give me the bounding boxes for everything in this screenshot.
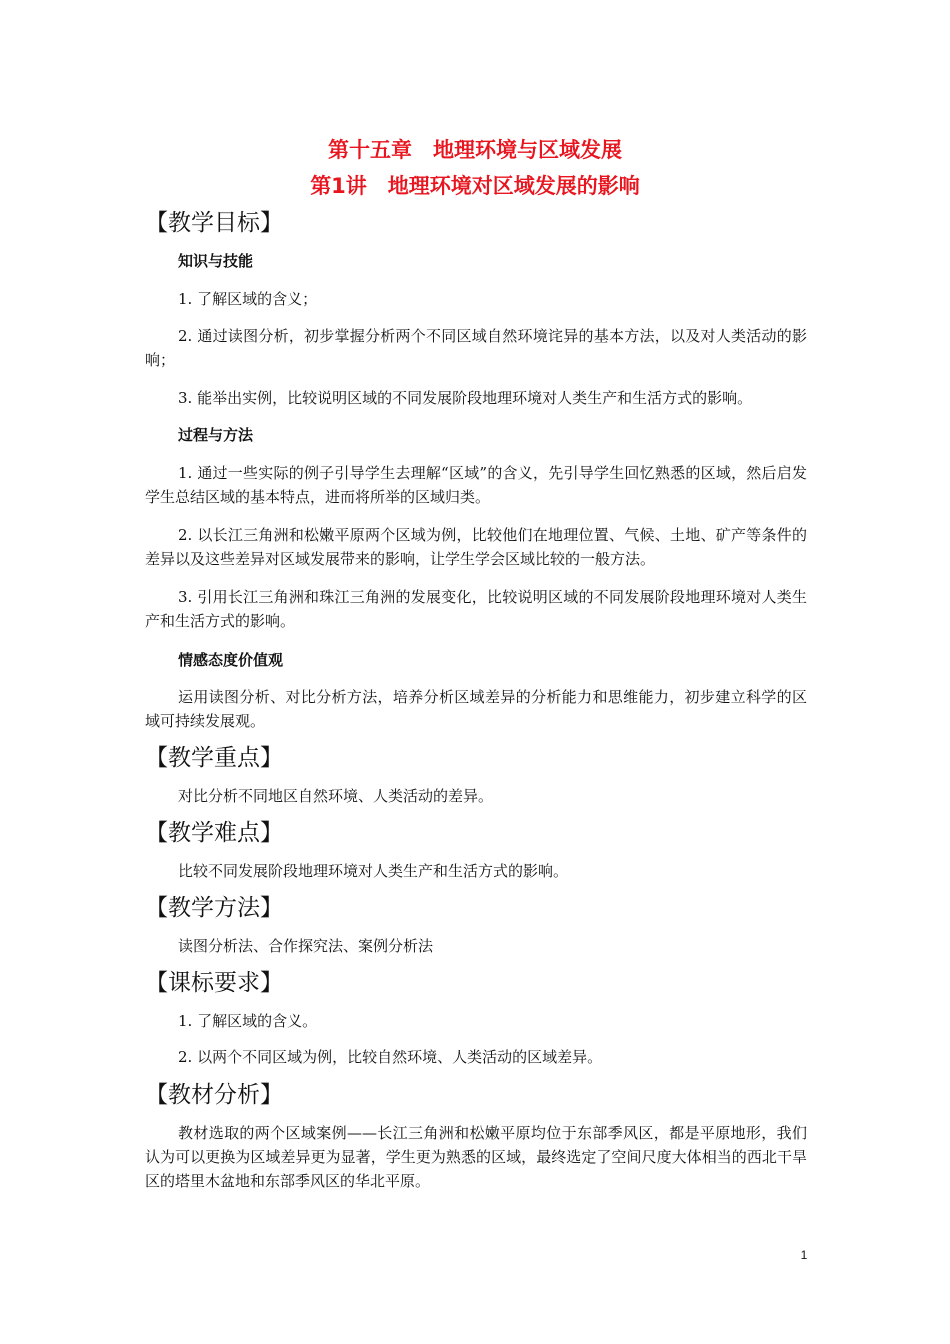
standards-item-2: 2. 以两个不同区域为例，比较自然环境、人类活动的区域差异。 xyxy=(178,1048,603,1066)
knowledge-item-1: 1. 了解区域的含义； xyxy=(178,290,318,308)
page-number: 1 xyxy=(800,1248,808,1262)
difficulties-text: 比较不同发展阶段地理环境对人类生产和生活方式的影响。 xyxy=(178,862,569,880)
subheading-attitude-values: 情感态度价值观 xyxy=(178,651,284,669)
attitude-item-1: 运用读图分析、对比分析方法，培养分析区域差异的分析能力和思维能力，初步建立科学的区域可持续发展观。 xyxy=(145,688,807,730)
section-heading-objectives: 【教学目标】 xyxy=(145,210,283,236)
lesson-title: 第1讲 地理环境对区域发展的影响 xyxy=(310,174,640,198)
process-item-3: 3. 引用长江三角洲和珠江三角洲的发展变化，比较说明区域的不同发展阶段地理环境对人类生产和生活方式的影响。 xyxy=(145,588,807,630)
process-item-2: 2. 以长江三角洲和松嫩平原两个区域为例，比较他们在地理位置、气候、土地、矿产等条件的差异以及这些差异对区域发展带来的影响，让学生学会区域比较的一般方法。 xyxy=(145,526,807,568)
section-heading-difficulties: 【教学难点】 xyxy=(145,820,283,846)
standards-item-1: 1. 了解区域的含义。 xyxy=(178,1012,318,1030)
methods-text: 读图分析法、合作探究法、案例分析法 xyxy=(178,937,434,955)
subheading-process-methods: 过程与方法 xyxy=(178,426,254,444)
chapter-title: 第十五章 地理环境与区域发展 xyxy=(328,138,622,162)
knowledge-item-2: 2. 通过读图分析，初步掌握分析两个不同区域自然环境诧异的基本方法，以及对人类活动的影响； xyxy=(145,327,807,369)
key-points-text: 对比分析不同地区自然环境、人类活动的差异。 xyxy=(178,787,494,805)
knowledge-item-3: 3. 能举出实例，比较说明区域的不同发展阶段地理环境对人类生产和生活方式的影响。 xyxy=(178,389,753,407)
section-heading-textbook-analysis: 【教材分析】 xyxy=(145,1082,283,1108)
subheading-knowledge-skills: 知识与技能 xyxy=(178,252,254,270)
textbook-analysis-text: 教材选取的两个区域案例——长江三角洲和松嫩平原均位于东部季风区，都是平原地形，我们认为可以更换为区域差异更为显著，学生更为熟悉的区域，最终选定了空间尺度大体相当的西北干旱区的塔里木盆地和东部季风区的华北平原。 xyxy=(145,1124,807,1190)
section-heading-methods: 【教学方法】 xyxy=(145,895,283,921)
section-heading-key-points: 【教学重点】 xyxy=(145,745,283,771)
section-heading-standards: 【课标要求】 xyxy=(145,970,283,996)
process-item-1: 1. 通过一些实际的例子引导学生去理解“区域”的含义，先引导学生回忆熟悉的区域，然后启发学生总结区域的基本特点，进而将所举的区域归类。 xyxy=(145,464,807,506)
